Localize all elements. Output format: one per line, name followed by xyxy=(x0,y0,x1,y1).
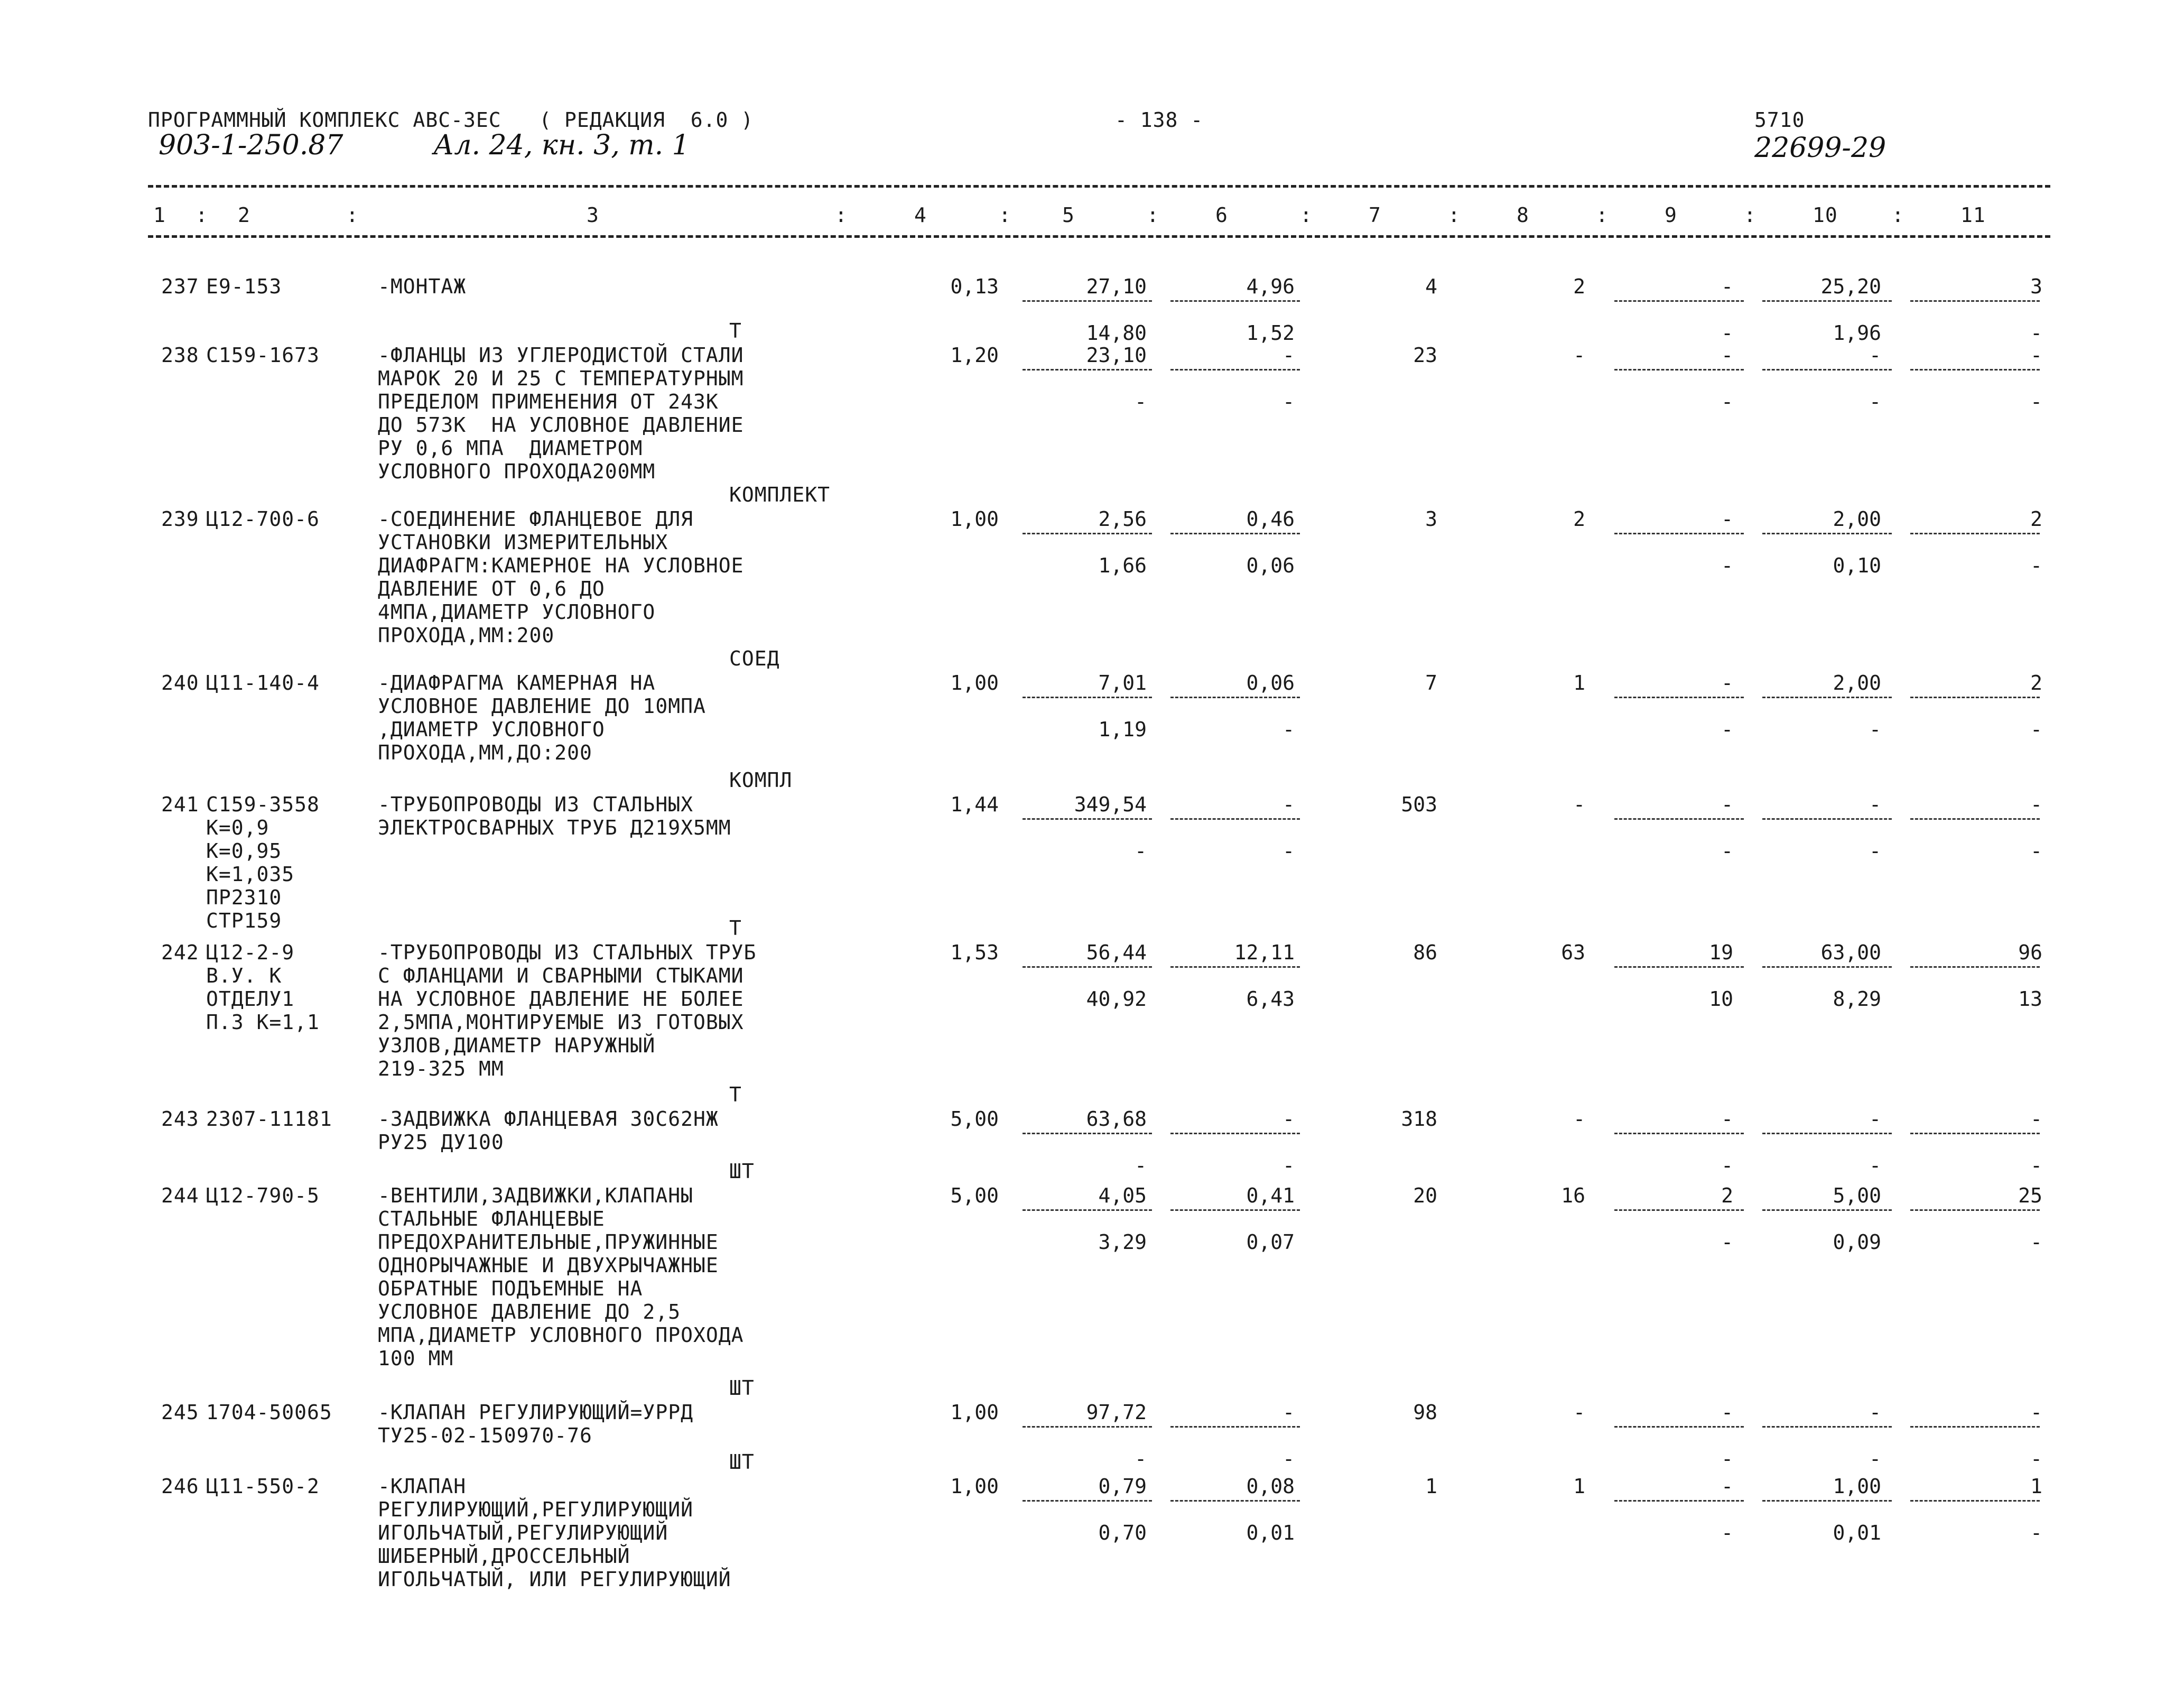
handwritten-inventory-number: 22699-29 xyxy=(1754,132,1886,164)
cell-c5: 349,54 xyxy=(1074,793,1147,816)
value-separator xyxy=(1910,697,2040,698)
cell-c7: 86 xyxy=(1413,941,1437,964)
unit-of-measure: Т xyxy=(729,916,742,940)
value-separator xyxy=(1614,1133,1744,1134)
cell-qty: 1,44 xyxy=(950,793,999,816)
value-separator xyxy=(1023,533,1152,534)
work-description: ИГОЛЬЧАТЫЙ,РЕГУЛИРУЮЩИЙ xyxy=(378,1521,668,1544)
cell-c9b: - xyxy=(1721,718,1733,741)
value-separator xyxy=(1023,1500,1152,1502)
cell-qty: 1,00 xyxy=(950,671,999,695)
cell-c9: 19 xyxy=(1709,941,1733,964)
cell-c5: 56,44 xyxy=(1086,941,1147,964)
rate-code: Ц11-550-2 xyxy=(206,1475,320,1498)
value-separator xyxy=(1614,1500,1744,1502)
rate-code: 2307-11181 xyxy=(206,1107,332,1131)
unit-of-measure: КОМПЛЕКТ xyxy=(729,483,831,506)
cell-c10: - xyxy=(1869,1107,1881,1131)
rate-code: СТР159 xyxy=(206,909,282,932)
cell-c7: 4 xyxy=(1425,275,1437,298)
work-description: 100 ММ xyxy=(378,1347,454,1370)
value-separator xyxy=(1023,369,1152,371)
cell-c5: 0,79 xyxy=(1098,1475,1147,1498)
cell-c11b: - xyxy=(2030,839,2042,863)
cell-c7: 503 xyxy=(1401,793,1437,816)
value-separator xyxy=(1762,1500,1892,1502)
rate-code: Ц11-140-4 xyxy=(206,671,320,695)
cell-c6b: 1,52 xyxy=(1246,321,1295,345)
unit-of-measure: ШТ xyxy=(729,1160,755,1183)
handwritten-album-ref: Ал. 24, кн. 3, т. 1 xyxy=(433,129,690,161)
cell-c11: 25 xyxy=(2018,1184,2042,1207)
value-separator xyxy=(1762,533,1892,534)
value-separator xyxy=(1614,300,1744,302)
cell-c11b: - xyxy=(2030,554,2042,577)
value-separator xyxy=(1762,1209,1892,1211)
cell-c5b: 0,70 xyxy=(1098,1521,1147,1544)
work-description: -ФЛАНЦЫ ИЗ УГЛЕРОДИСТОЙ СТАЛИ xyxy=(378,344,744,367)
cell-c6b: 0,01 xyxy=(1246,1521,1295,1544)
rate-code: Е9-153 xyxy=(206,275,282,298)
cell-c5b: - xyxy=(1135,839,1147,863)
cell-c7: 3 xyxy=(1425,507,1437,531)
work-description: -МОНТАЖ xyxy=(378,275,467,298)
work-description: ПРОХОДА,ММ:200 xyxy=(378,624,555,647)
cell-c8: - xyxy=(1573,344,1585,367)
cell-c9: - xyxy=(1721,793,1733,816)
work-description: ПРЕДЕЛОМ ПРИМЕНЕНИЯ ОТ 243К xyxy=(378,390,719,413)
work-description: 219-325 ММ xyxy=(378,1057,504,1080)
value-separator xyxy=(1614,818,1744,820)
cell-c5: 27,10 xyxy=(1086,275,1147,298)
cell-c11: 1 xyxy=(2030,1475,2042,1498)
work-description: МПА,ДИАМЕТР УСЛОВНОГО ПРОХОДА xyxy=(378,1323,744,1347)
cell-c10: - xyxy=(1869,793,1881,816)
cell-c9b: - xyxy=(1721,554,1733,577)
cell-c11b: - xyxy=(2030,390,2042,413)
cell-c10b: - xyxy=(1869,1447,1881,1470)
cell-qty: 0,13 xyxy=(950,275,999,298)
value-separator xyxy=(1170,1209,1300,1211)
cell-c10b: - xyxy=(1869,390,1881,413)
value-separator xyxy=(1762,1133,1892,1134)
value-separator xyxy=(1023,697,1152,698)
cell-c8: 2 xyxy=(1573,275,1585,298)
cell-c7: 318 xyxy=(1401,1107,1437,1131)
work-description: С ФЛАНЦАМИ И СВАРНЫМИ СТЫКАМИ xyxy=(378,964,744,987)
rate-code: С159-1673 xyxy=(206,344,320,367)
work-description: УСЛОВНОГО ПРОХОДА200ММ xyxy=(378,460,656,483)
value-separator xyxy=(1910,369,2040,371)
cell-c8: - xyxy=(1573,1401,1585,1424)
cell-c6b: - xyxy=(1282,839,1295,863)
work-description: РУ25 ДУ100 xyxy=(378,1131,504,1154)
cell-c7: 20 xyxy=(1413,1184,1437,1207)
value-separator xyxy=(1170,300,1300,302)
cell-c7: 7 xyxy=(1425,671,1437,695)
work-description: УЗЛОВ,ДИАМЕТР НАРУЖНЫЙ xyxy=(378,1034,656,1057)
cell-c10: 25,20 xyxy=(1820,275,1881,298)
cell-c6b: 0,07 xyxy=(1246,1230,1295,1254)
cell-c5b: 14,80 xyxy=(1086,321,1147,345)
row-number: 246 xyxy=(161,1475,199,1498)
col-header-8: 8 xyxy=(1517,203,1529,227)
work-description: -ТРУБОПРОВОДЫ ИЗ СТАЛЬНЫХ xyxy=(378,793,693,816)
row-number: 242 xyxy=(161,941,199,964)
value-separator xyxy=(1170,966,1300,968)
cell-c11: - xyxy=(2030,1401,2042,1424)
work-description: НА УСЛОВНОЕ ДАВЛЕНИЕ НЕ БОЛЕЕ xyxy=(378,987,744,1011)
cell-c6: 0,06 xyxy=(1246,671,1295,695)
value-separator xyxy=(1170,1133,1300,1134)
cell-c6b: 0,06 xyxy=(1246,554,1295,577)
work-description: ОБРАТНЫЕ ПОДЪЕМНЫЕ НА xyxy=(378,1277,643,1300)
cell-qty: 1,20 xyxy=(950,344,999,367)
cell-c5: 63,68 xyxy=(1086,1107,1147,1131)
cell-c5: 7,01 xyxy=(1098,671,1147,695)
work-description: РУ 0,6 МПА ДИАМЕТРОМ xyxy=(378,437,643,460)
cell-c6b: 6,43 xyxy=(1246,987,1295,1011)
cell-c10: 5,00 xyxy=(1833,1184,1881,1207)
value-separator xyxy=(1023,1133,1152,1134)
cell-c6b: - xyxy=(1282,390,1295,413)
value-separator xyxy=(1170,1426,1300,1428)
cell-c9: - xyxy=(1721,1107,1733,1131)
value-separator xyxy=(1910,533,2040,534)
cell-c7: 23 xyxy=(1413,344,1437,367)
work-description: ДО 573К НА УСЛОВНОЕ ДАВЛЕНИЕ xyxy=(378,413,744,437)
rate-code: Ц12-2-9 xyxy=(206,941,295,964)
work-description: УСЛОВНОЕ ДАВЛЕНИЕ ДО 2,5 xyxy=(378,1300,681,1323)
cell-c8: 1 xyxy=(1573,1475,1585,1498)
col-header-2: 2 xyxy=(238,203,250,227)
value-separator xyxy=(1762,697,1892,698)
col-header-4: 4 xyxy=(914,203,927,227)
cell-c7: 1 xyxy=(1425,1475,1437,1498)
work-description: МАРОК 20 И 25 С ТЕМПЕРАТУРНЫМ xyxy=(378,367,744,390)
cell-c10: 2,00 xyxy=(1833,671,1881,695)
cell-c9b: - xyxy=(1721,839,1733,863)
work-description: ДАВЛЕНИЕ ОТ 0,6 ДО xyxy=(378,577,605,600)
value-separator xyxy=(1614,697,1744,698)
cell-c11: 2 xyxy=(2030,671,2042,695)
cell-qty: 1,00 xyxy=(950,1475,999,1498)
cell-c9: - xyxy=(1721,344,1733,367)
value-separator xyxy=(1023,300,1152,302)
value-separator xyxy=(1023,1426,1152,1428)
cell-c6: 0,08 xyxy=(1246,1475,1295,1498)
cell-c9: - xyxy=(1721,507,1733,531)
cell-c5b: 40,92 xyxy=(1086,987,1147,1011)
value-separator xyxy=(1762,966,1892,968)
cell-c10: - xyxy=(1869,1401,1881,1424)
cell-c11: 96 xyxy=(2018,941,2042,964)
cell-c11b: - xyxy=(2030,1447,2042,1470)
header-rule-bottom xyxy=(148,235,2050,238)
value-separator xyxy=(1023,818,1152,820)
rate-code: ПР2310 xyxy=(206,886,282,909)
cell-c9: - xyxy=(1721,671,1733,695)
row-number: 237 xyxy=(161,275,199,298)
rate-code: В.У. К xyxy=(206,964,282,987)
document-page: ПРОГРАММНЫЙ КОМПЛЕКС АВС-3ЕС ( РЕДАКЦИЯ 6.0 ) - 138 - 5710 903-1-250.87 Ал. 24, кн. 3, т. 1 22699-29 1 2 3 4 5 6 7 8 9 10 11 : : : : : : : : : : 237 Е9-153 -МОНТАЖ Т 0,13 27,10 4,96 4 2 - 25,20 3 14,80 1,52 - 1,96 - 238 С159-1673 -ФЛАНЦЫ ИЗ УГЛЕРОДИСТОЙ СТАЛИ МАРОК 20 И 25 С ТЕМПЕРАТУРНЫМ ПРЕДЕЛОМ ПРИМЕНЕНИЯ ОТ 243К ДО 573К НА УСЛОВНОЕ ДАВЛЕНИЕ РУ 0,6 МПА ДИАМЕТРОМ УСЛОВНОГО ПРОХОДА200ММ КОМПЛЕКТ 1,20 23,10 - 23 - - - - - - - - - 239 Ц12-700-6 -СОЕДИНЕНИЕ ФЛАНЦЕВОЕ ДЛЯ УСТАНОВКИ ИЗМЕРИТЕЛЬНЫХ ДИАФРАГМ:КАМЕРНОЕ НА УСЛОВНОЕ ДАВЛЕНИЕ ОТ 0,6 ДО 4МПА,ДИАМЕТР УСЛОВНОГО ПРОХОДА,ММ:200 СОЕД 1,00 2,56 0,46 3 2 - 2,00 2 1,66 0,06 - 0,10 - 240 Ц11-140-4 -ДИАФРАГМА КАМЕРНАЯ НА УСЛОВНОЕ ДАВЛЕНИЕ ДО 10МПА ,ДИАМЕТР УСЛОВНОГО ПРОХОДА,ММ,ДО:200 КОМПЛ 1,00 7,01 0,06 7 1 - 2,00 2 1,19 - - - - 241 С159-3558 К=0,9 К=0,95 К=1,035 ПР2310 СТР159 -ТРУБОПРОВОДЫ ИЗ СТАЛЬНЫХ ЭЛЕКТРОСВАРНЫХ ТРУБ Д219Х5ММ Т 1,44 349,54 - 503 - - - - - - - - - 242 Ц12-2-9 В.У. К ОТДЕЛУ1 П.3 К=1,1 -ТРУБОПРОВОДЫ ИЗ СТАЛЬНЫХ ТРУБ С ФЛАНЦАМИ И СВАРНЫМИ СТЫКАМИ НА УСЛОВНОЕ ДАВЛЕНИЕ НЕ БОЛЕЕ 2,5МПА,МОНТИРУЕМЫЕ ИЗ ГОТОВЫХ УЗЛОВ,ДИАМЕТР НАРУЖНЫЙ 219-325 ММ Т 1,53 56,44 12,11 86 63 19 63,00 96 40,92 6,43 10 8,29 13 243 2307-11181 -ЗАДВИЖКА ФЛАНЦЕВАЯ 30С62НЖ РУ25 ДУ100 ШТ 5,00 63,68 - 318 - - - - - - - - - 244 Ц12-790-5 -ВЕНТИЛИ,ЗАДВИЖКИ,КЛАПАНЫ СТАЛЬНЫЕ ФЛАНЦЕВЫЕ ПРЕДОХРАНИТЕЛЬНЫЕ,ПРУЖИННЫЕ ОДНОРЫЧАЖНЫЕ И ДВУХРЫЧАЖНЫЕ ОБРАТНЫЕ ПОДЪЕМНЫЕ НА УСЛОВНОЕ ДАВЛЕНИЕ ДО 2,5 МПА,ДИАМЕТР УСЛОВНОГО ПРОХОДА 100 ММ ШТ 5,00 4,05 0,41 20 16 2 5,00 25 3,29 0,07 - 0,09 - 245 1704-50065 -КЛАПАН РЕГУЛИРУЮЩИЙ=УРРД ТУ25-02-150970-76 ШТ 1,00 97,72 - 98 - - - - - - - - - 246 Ц11-550-2 -КЛАПАН РЕГУЛИРУЮЩИЙ,РЕГУЛИРУЮЩИЙ ИГОЛЬЧАТЫЙ,РЕГУЛИРУЮЩИЙ ШИБЕРНЫЙ,ДРОССЕЛЬНЫЙ ИГОЛЬЧАТЫЙ, ИЛИ РЕГУЛИРУЮЩИЙ 1,00 0,79 0,08 1 1 - 1,00 1 0,70 0,01 - 0,01 - xyxy=(0,0,2184,1685)
row-number: 238 xyxy=(161,344,199,367)
cell-c10b: 0,09 xyxy=(1833,1230,1881,1254)
work-description: 4МПА,ДИАМЕТР УСЛОВНОГО xyxy=(378,600,656,624)
value-separator xyxy=(1614,966,1744,968)
value-separator xyxy=(1910,1209,2040,1211)
work-description: -ТРУБОПРОВОДЫ ИЗ СТАЛЬНЫХ ТРУБ xyxy=(378,941,757,964)
program-header: ПРОГРАММНЫЙ КОМПЛЕКС АВС-3ЕС ( РЕДАКЦИЯ 6.0 ) xyxy=(148,108,754,132)
cell-qty: 5,00 xyxy=(950,1184,999,1207)
rate-code: П.3 К=1,1 xyxy=(206,1011,320,1034)
value-separator xyxy=(1910,1133,2040,1134)
cell-qty: 1,00 xyxy=(950,507,999,531)
cell-c9b: - xyxy=(1721,1154,1733,1177)
cell-c5b: 1,19 xyxy=(1098,718,1147,741)
col-header-1: 1 xyxy=(153,203,166,227)
col-header-7: 7 xyxy=(1369,203,1381,227)
value-separator xyxy=(1170,1500,1300,1502)
cell-c7: 98 xyxy=(1413,1401,1437,1424)
cell-c9b: - xyxy=(1721,1230,1733,1254)
handwritten-project-number: 903-1-250.87 xyxy=(159,129,343,161)
cell-c11b: 13 xyxy=(2018,987,2042,1011)
cell-c10b: - xyxy=(1869,718,1881,741)
cell-c10: - xyxy=(1869,344,1881,367)
cell-c11: - xyxy=(2030,793,2042,816)
cell-c6: - xyxy=(1282,344,1295,367)
value-separator xyxy=(1023,966,1152,968)
value-separator xyxy=(1170,533,1300,534)
unit-of-measure: СОЕД xyxy=(729,647,780,670)
col-header-9: 9 xyxy=(1665,203,1677,227)
value-separator xyxy=(1910,1500,2040,1502)
value-separator xyxy=(1170,369,1300,371)
value-separator xyxy=(1170,818,1300,820)
cell-c10b: 8,29 xyxy=(1833,987,1881,1011)
cell-c6: 0,46 xyxy=(1246,507,1295,531)
cell-c9b: - xyxy=(1721,1447,1733,1470)
cell-c9: - xyxy=(1721,1401,1733,1424)
value-separator xyxy=(1762,300,1892,302)
work-description: УСТАНОВКИ ИЗМЕРИТЕЛЬНЫХ xyxy=(378,531,668,554)
row-number: 243 xyxy=(161,1107,199,1131)
cell-c11b: - xyxy=(2030,321,2042,345)
col-header-11: 11 xyxy=(1960,203,1986,227)
row-number: 244 xyxy=(161,1184,199,1207)
value-separator xyxy=(1614,369,1744,371)
cell-c11b: - xyxy=(2030,1154,2042,1177)
cell-c6b: - xyxy=(1282,718,1295,741)
work-description: УСЛОВНОЕ ДАВЛЕНИЕ ДО 10МПА xyxy=(378,695,706,718)
value-separator xyxy=(1762,818,1892,820)
cell-c8: - xyxy=(1573,1107,1585,1131)
cell-c11b: - xyxy=(2030,718,2042,741)
cell-c6b: - xyxy=(1282,1154,1295,1177)
unit-of-measure: Т xyxy=(729,1083,742,1106)
cell-c10b: 0,01 xyxy=(1833,1521,1881,1544)
cell-c5b: 3,29 xyxy=(1098,1230,1147,1254)
rate-code: К=0,95 xyxy=(206,839,282,863)
work-description: 2,5МПА,МОНТИРУЕМЫЕ ИЗ ГОТОВЫХ xyxy=(378,1011,744,1034)
cell-c9b: - xyxy=(1721,1521,1733,1544)
rate-code: Ц12-790-5 xyxy=(206,1184,320,1207)
cell-c8: 1 xyxy=(1573,671,1585,695)
value-separator xyxy=(1762,369,1892,371)
page-number: - 138 - xyxy=(1115,108,1204,132)
cell-c10: 63,00 xyxy=(1820,941,1881,964)
cell-c9: - xyxy=(1721,275,1733,298)
col-header-6: 6 xyxy=(1215,203,1228,227)
work-description: -ДИАФРАГМА КАМЕРНАЯ НА xyxy=(378,671,656,695)
rate-code: Ц12-700-6 xyxy=(206,507,320,531)
work-description: ОДНОРЫЧАЖНЫЕ И ДВУХРЫЧАЖНЫЕ xyxy=(378,1254,719,1277)
cell-c6: - xyxy=(1282,793,1295,816)
cell-c6: - xyxy=(1282,1401,1295,1424)
work-description: -СОЕДИНЕНИЕ ФЛАНЦЕВОЕ ДЛЯ xyxy=(378,507,693,531)
work-description: -КЛАПАН РЕГУЛИРУЮЩИЙ=УРРД xyxy=(378,1401,693,1424)
cell-c6: 12,11 xyxy=(1234,941,1295,964)
unit-of-measure: ШТ xyxy=(729,1450,755,1474)
cell-qty: 1,00 xyxy=(950,1401,999,1424)
unit-of-measure: Т xyxy=(729,319,742,342)
cell-c5b: 1,66 xyxy=(1098,554,1147,577)
rate-code: ОТДЕЛУ1 xyxy=(206,987,295,1011)
cell-c9b: - xyxy=(1721,390,1733,413)
cell-c10b: - xyxy=(1869,1154,1881,1177)
cell-c5b: - xyxy=(1135,1447,1147,1470)
cell-c5b: - xyxy=(1135,390,1147,413)
work-description: ИГОЛЬЧАТЫЙ, ИЛИ РЕГУЛИРУЮЩИЙ xyxy=(378,1568,731,1591)
value-separator xyxy=(1910,300,2040,302)
cell-c10: 2,00 xyxy=(1833,507,1881,531)
cell-c9b: - xyxy=(1721,321,1733,345)
rate-code: 1704-50065 xyxy=(206,1401,332,1424)
cell-c9: 2 xyxy=(1721,1184,1733,1207)
cell-qty: 1,53 xyxy=(950,941,999,964)
work-description: ,ДИАМЕТР УСЛОВНОГО xyxy=(378,718,605,741)
value-separator xyxy=(1614,533,1744,534)
row-number: 241 xyxy=(161,793,199,816)
cell-c11: - xyxy=(2030,1107,2042,1131)
work-description: ПРЕДОХРАНИТЕЛЬНЫЕ,ПРУЖИННЫЕ xyxy=(378,1230,719,1254)
cell-c11b: - xyxy=(2030,1521,2042,1544)
cell-c6b: - xyxy=(1282,1447,1295,1470)
cell-c10b: 0,10 xyxy=(1833,554,1881,577)
value-separator xyxy=(1614,1209,1744,1211)
value-separator xyxy=(1023,1209,1152,1211)
document-code: 5710 xyxy=(1754,108,1805,132)
col-header-10: 10 xyxy=(1813,203,1838,227)
value-separator xyxy=(1910,818,2040,820)
work-description: ШИБЕРНЫЙ,ДРОССЕЛЬНЫЙ xyxy=(378,1544,630,1568)
work-description: СТАЛЬНЫЕ ФЛАНЦЕВЫЕ xyxy=(378,1207,605,1230)
cell-c6: - xyxy=(1282,1107,1295,1131)
cell-c10b: - xyxy=(1869,839,1881,863)
value-separator xyxy=(1614,1426,1744,1428)
cell-c5: 97,72 xyxy=(1086,1401,1147,1424)
cell-c8: 16 xyxy=(1561,1184,1585,1207)
value-separator xyxy=(1170,697,1300,698)
work-description: -КЛАПАН xyxy=(378,1475,467,1498)
row-number: 245 xyxy=(161,1401,199,1424)
cell-c5b: - xyxy=(1135,1154,1147,1177)
work-description: ТУ25-02-150970-76 xyxy=(378,1424,592,1447)
row-number: 240 xyxy=(161,671,199,695)
cell-c10: 1,00 xyxy=(1833,1475,1881,1498)
work-description: РЕГУЛИРУЮЩИЙ,РЕГУЛИРУЮЩИЙ xyxy=(378,1498,693,1521)
rate-code: К=0,9 xyxy=(206,816,269,839)
cell-c8: 63 xyxy=(1561,941,1585,964)
work-description: ПРОХОДА,ММ,ДО:200 xyxy=(378,741,592,764)
work-description: -ВЕНТИЛИ,ЗАДВИЖКИ,КЛАПАНЫ xyxy=(378,1184,693,1207)
cell-c9: - xyxy=(1721,1475,1733,1498)
col-header-5: 5 xyxy=(1062,203,1075,227)
cell-c6: 0,41 xyxy=(1246,1184,1295,1207)
cell-c11: - xyxy=(2030,344,2042,367)
cell-c5: 4,05 xyxy=(1098,1184,1147,1207)
value-separator xyxy=(1910,1426,2040,1428)
cell-c8: - xyxy=(1573,793,1585,816)
header-rule-top xyxy=(148,185,2050,188)
unit-of-measure: ШТ xyxy=(729,1376,755,1400)
rate-code: К=1,035 xyxy=(206,863,295,886)
cell-c6: 4,96 xyxy=(1246,275,1295,298)
work-description: ЭЛЕКТРОСВАРНЫХ ТРУБ Д219Х5ММ xyxy=(378,816,731,839)
cell-c9b: 10 xyxy=(1709,987,1733,1011)
work-description: ДИАФРАГМ:КАМЕРНОЕ НА УСЛОВНОЕ xyxy=(378,554,744,577)
cell-c8: 2 xyxy=(1573,507,1585,531)
row-number: 239 xyxy=(161,507,199,531)
cell-c11: 3 xyxy=(2030,275,2042,298)
cell-qty: 5,00 xyxy=(950,1107,999,1131)
value-separator xyxy=(1762,1426,1892,1428)
cell-c10b: 1,96 xyxy=(1833,321,1881,345)
cell-c5: 2,56 xyxy=(1098,507,1147,531)
work-description: -ЗАДВИЖКА ФЛАНЦЕВАЯ 30С62НЖ xyxy=(378,1107,719,1131)
rate-code: С159-3558 xyxy=(206,793,320,816)
cell-c11b: - xyxy=(2030,1230,2042,1254)
cell-c5: 23,10 xyxy=(1086,344,1147,367)
unit-of-measure: КОМПЛ xyxy=(729,769,793,792)
cell-c11: 2 xyxy=(2030,507,2042,531)
value-separator xyxy=(1910,966,2040,968)
col-header-3: 3 xyxy=(587,203,599,227)
